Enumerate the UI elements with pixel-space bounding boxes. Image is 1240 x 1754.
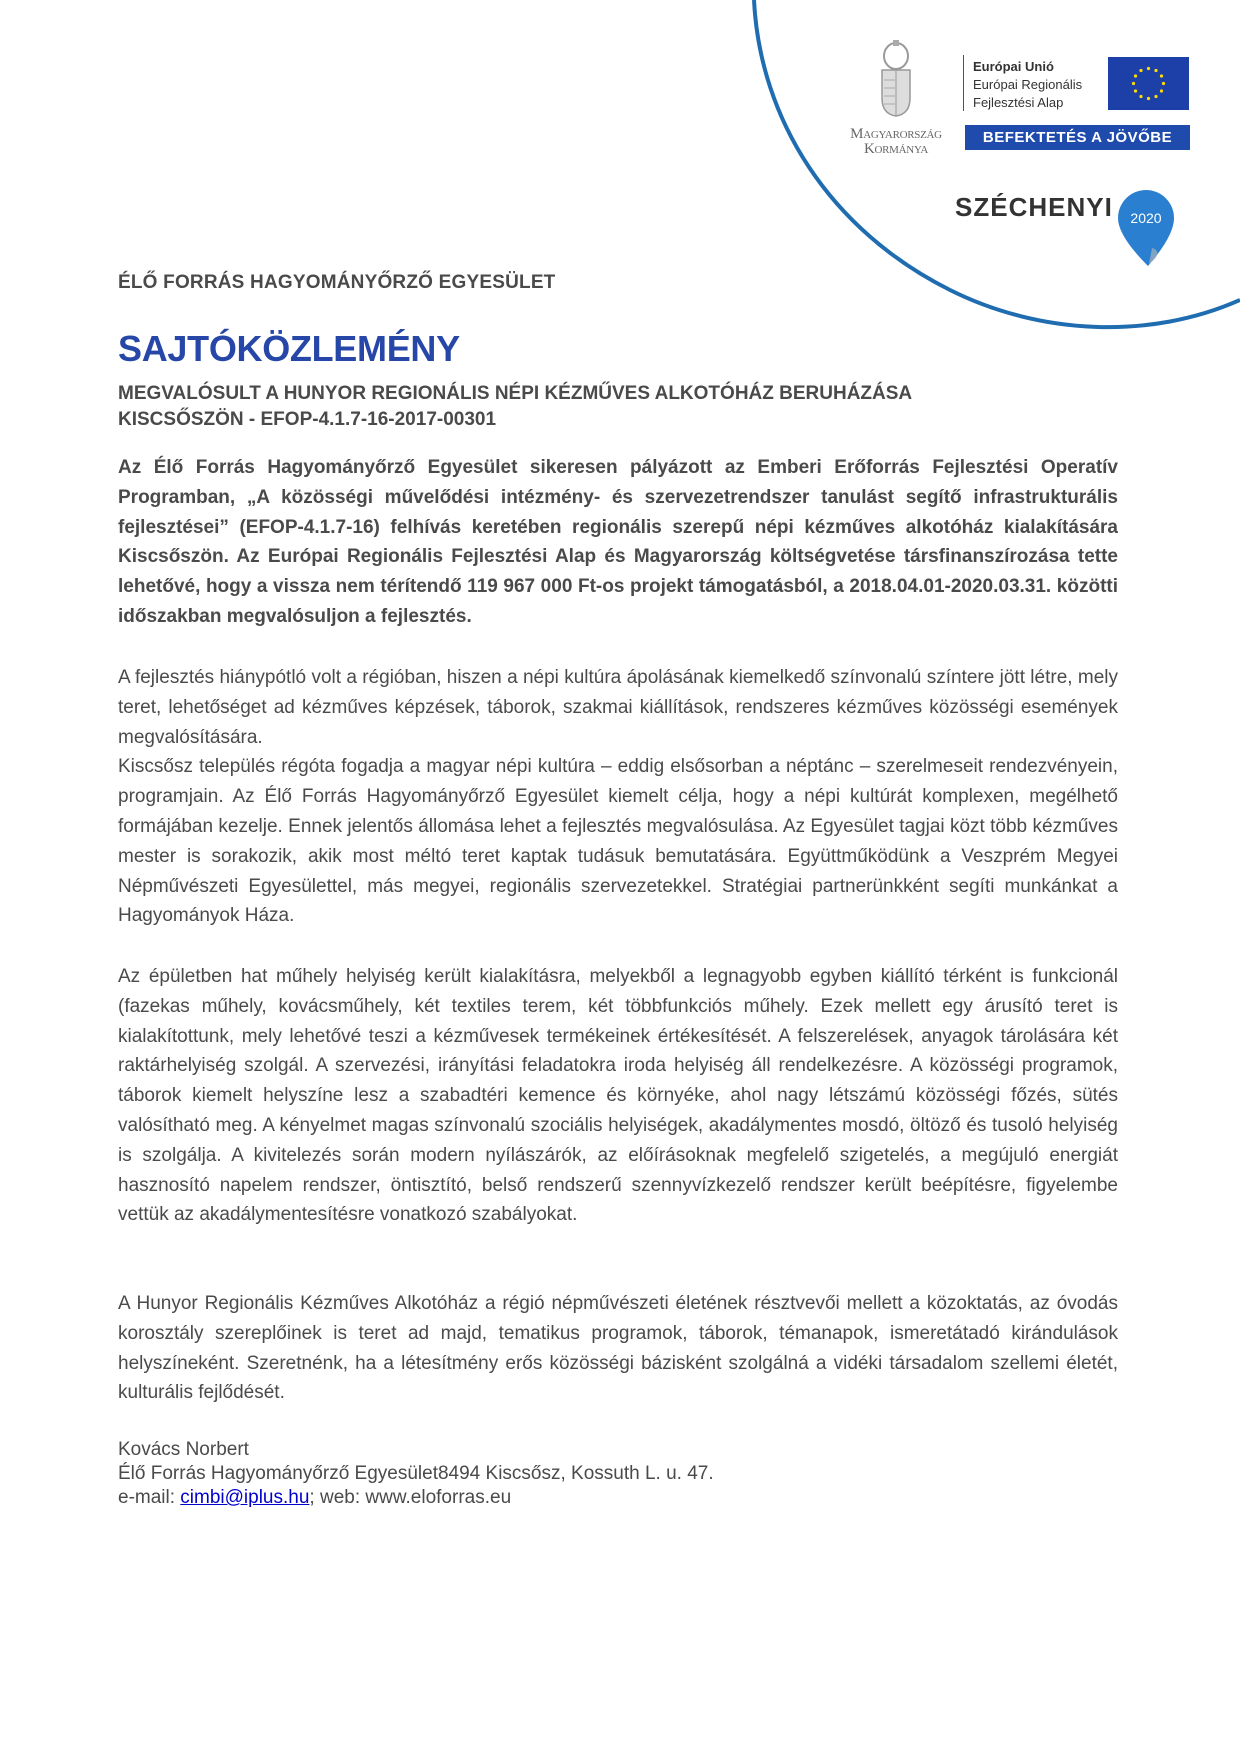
hungarian-government-logo <box>836 40 956 157</box>
eu-star <box>1139 95 1142 98</box>
subtitle <box>118 381 1018 433</box>
signature-block <box>118 1438 714 1510</box>
coat-of-arms-icon <box>876 40 916 118</box>
eu-star <box>1134 74 1137 77</box>
eu-star <box>1154 69 1157 72</box>
page-title: SAJTÓKÖZLEMÉNY <box>118 328 460 369</box>
paragraph-future: A Hunyor Regionális Kézműves Alkotóház a régió népművészeti életének résztvevői mellett a közoktatás, az óvodás korosztály szereplőinek is teret ad majd, tematikus programok, táborok, témanapok, ismeretátadó kirándulások helyszíneként. Szeretnénk, ha a létesítmény erős közösségi bázisként szolgálná a vidéki társadalom szellemi életét, kulturális fejlődését. <box>118 1293 1118 1404</box>
szechenyi-logo-text: SZÉCHENYI <box>955 192 1113 222</box>
eu-star <box>1134 89 1137 92</box>
signature-address: Élő Forrás Hagyományőrző Egyesület8494 Kiscsősz, Kossuth L. u. 47. <box>118 1463 714 1484</box>
paragraph-building: Az épületben hat műhely helyiség került kialakításra, melyekből a legnagyobb egyben kiállító térként is funkcionál (fazekas műhely, kovácsműhely, két textiles terem, két többfunkciós műhely. Ezek mellett egy árusító teret is kialakítottunk, mely lehetővé teszi a kézművesek termékeinek értékesítését. A felszerelések, anyagok tárolására két raktárhelyiség szolgál. A szervezési, irányítási feladatokra iroda helyiség áll rendelkezésre. A közösségi programok, táborok kiemelt helyszíne lesz a szabadtéri kemence és környéke, ahol nagy létszámú közösségi főzés, sütés valósítható meg. A kényelmet magas színvonalú szociális helyiségek, akadálymentes mosdó, öltöző és tusoló helyiség is szolgálja. A kivitelezés során modern nyílászárók, az előírásoknak megfelelő szigetelés, a megújuló energiát hasznosító napelem rendszer, öntisztító, belső rendszerű szennyvízkezelő rendszer került beépítésre, figyelembe vettük az akadálymentesítésre vonatkozó szabályokat. <box>118 966 1118 1226</box>
eu-flag-icon <box>1108 57 1189 110</box>
organization-name: ÉLŐ FORRÁS HAGYOMÁNYŐRZŐ EGYESÜLET <box>118 272 556 293</box>
gov-logo-line-2: Kormánya <box>863 141 929 157</box>
logo-header <box>0 0 1240 300</box>
invest-in-future-band: BEFEKTETÉS A JÖVŐBE <box>965 125 1190 150</box>
email-label: e-mail: <box>118 1487 181 1508</box>
eu-star <box>1154 95 1157 98</box>
web-label: ; web: <box>309 1487 366 1508</box>
eu-text <box>973 58 1082 112</box>
subtitle-line-2: KISCSŐSZÖN - EFOP-4.1.7-16-2017-00301 <box>118 409 497 430</box>
email-link[interactable]: cimbi@iplus.hu <box>180 1487 310 1508</box>
eu-star <box>1160 89 1163 92</box>
szechenyi-year: 2020 <box>1130 210 1162 226</box>
eu-star <box>1160 74 1163 77</box>
paragraph-development-a: A fejlesztés hiánypótló volt a régióban, hiszen a népi kultúra ápolásának kiemelkedő színvonalú színtere jött létre, mely teret, lehetőséget ad kézműves képzések, táborok, szakmai kiállítások, rendszeres kézműves közösségi események megvalósítására. <box>118 667 1118 748</box>
eu-star <box>1132 82 1135 85</box>
paragraph-development <box>118 663 1118 931</box>
eu-line-2: Európai Regionális <box>973 77 1083 92</box>
eu-star <box>1139 69 1142 72</box>
eu-line-3: Fejlesztési Alap <box>973 95 1064 110</box>
eu-line-1: Európai Unió <box>973 59 1054 74</box>
gov-logo-line-1: Magyarország <box>850 126 942 142</box>
eu-star <box>1162 82 1165 85</box>
signature-contact <box>118 1486 714 1510</box>
eu-star <box>1147 97 1150 100</box>
paragraph-intro: Az Élő Forrás Hagyományőrző Egyesület sikeresen pályázott az Emberi Erőforrás Fejlesztési Operatív Programban, „A közösségi művelődési intézmény- és szervezetrendszer tanulást segítő infrastrukturális fejlesztései” (EFOP-4.1.7-16) felhívás keretében regionális szerepű népi kézműves alkotóház kialakítására Kiscsőszön. Az Európai Regionális Fejlesztési Alap és Magyarország költségvetése társfinanszírozása tette lehetővé, hogy a vissza nem térítendő 119 967 000 Ft-os projekt támogatásból, a 2018.04.01-2020.03.31. közötti időszakban megvalósuljon a fejlesztés. <box>118 457 1118 627</box>
szechenyi-pin-icon <box>1116 188 1176 268</box>
web-address: www.eloforras.eu <box>365 1487 512 1508</box>
subtitle-line-1: MEGVALÓSULT A HUNYOR REGIONÁLIS NÉPI KÉZMŰVES ALKOTÓHÁZ BERUHÁZÁSA <box>118 383 913 404</box>
eu-divider <box>963 55 964 111</box>
eu-star <box>1147 67 1150 70</box>
signature-name: Kovács Norbert <box>118 1439 249 1460</box>
paragraph-development-b: Kiscsősz település régóta fogadja a magyar népi kultúra – eddig elsősorban a néptánc – szerelmeseit rendezvényein, programjain. Az Élő Forrás Hagyományőrző Egyesület kiemelt célja, hogy a népi kultúrát komplexen, megélhető formájában kezelje. Ennek jelentős állomása lehet a fejlesztés megvalósulása. Az Egyesület tagjai közt több kézműves mester is sorakozik, akik most méltó teret kaptak tudásuk bemutatására. Együttműködünk a Veszprém Megyei Népművészeti Egyesülettel, más megyei, regionális szervezetekkel. Stratégiai partnerünkként segíti munkánkat a Hagyományok Háza. <box>118 756 1118 927</box>
